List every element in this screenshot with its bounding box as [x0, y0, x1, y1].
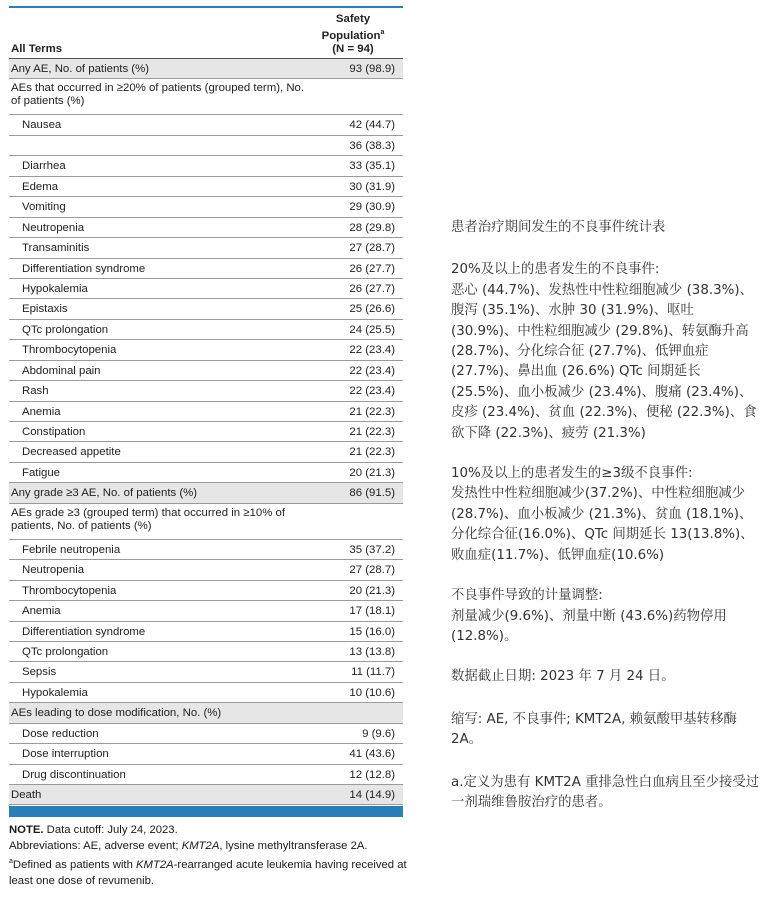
row-value: 22 (23.4) — [349, 385, 395, 398]
row-label: Drug discontinuation — [22, 768, 126, 781]
row-label: Anemia — [22, 605, 61, 618]
table-row — [9, 156, 403, 176]
row-value: 9 (9.6) — [362, 727, 395, 740]
row-label: QTc prolongation — [22, 645, 109, 658]
row-value: 86 (91.5) — [349, 487, 395, 500]
row-label: Neutropenia — [22, 564, 85, 577]
table-row — [9, 361, 403, 381]
table-row — [9, 601, 403, 621]
row-value: 27 (28.7) — [349, 564, 395, 577]
section1-heading: 20%及以上的患者发生的不良事件: — [451, 262, 660, 278]
table-row — [9, 442, 403, 462]
row-label: Rash — [22, 385, 49, 398]
header-safety-population — [305, 13, 401, 56]
row-value: 26 (27.7) — [349, 262, 395, 275]
row-value: 24 (25.5) — [349, 323, 395, 336]
row-label: Dose reduction — [22, 727, 99, 740]
row-label: Any AE, No. of patients (%) — [11, 63, 150, 75]
section1-body: 恶心 (44.7%)、发热性中性粒细胞减少 (38.3%)、腹泻 (35.1%)、水肿 30 (31.9%)、呕吐 (30.9%)、中性粒细胞减少 (29.8%)、转氨酶升高 (28.7%)、分化综合征 (27.7%)、低钾血症 (27.7%)、鼻出血 (26.6%) QTc 间期延长 (25.5%)、血小板减少 (23.4%)、腹痛 (23.4%)、皮疹 (23.4%)、贫血 (22.3%)、便秘 (22.3%)、食欲下降 (22.3%)、疲劳 (21.3%) — [451, 282, 757, 441]
note-abbreviations — [9, 838, 409, 854]
row-value: 22 (23.4) — [349, 344, 395, 357]
header-safety-line1: Safety — [335, 13, 371, 25]
translation-section-3 — [451, 586, 763, 647]
table-row — [9, 79, 403, 115]
row-label: Febrile neutropenia — [22, 543, 121, 556]
section3-heading: 不良事件导致的计量调整: — [451, 588, 603, 604]
table-row — [9, 463, 403, 483]
row-value: 42 (44.7) — [349, 119, 395, 132]
header-safety-line2 — [305, 26, 401, 43]
table-row — [9, 483, 403, 503]
table-row — [9, 218, 403, 238]
table-row — [9, 744, 403, 764]
row-value: 20 (21.3) — [349, 466, 395, 479]
note-text: Data cutoff: July 24, 2023. — [43, 824, 178, 836]
row-value: 14 (14.9) — [349, 789, 395, 801]
table-row — [9, 197, 403, 217]
table-header — [9, 8, 403, 59]
row-value: 36 (38.3) — [349, 139, 395, 152]
table-row — [9, 238, 403, 258]
table-row — [9, 299, 403, 319]
row-label: AEs that occurred in ≥20% of patients (grouped term), No. of patients (%) — [11, 82, 305, 108]
row-value: 35 (37.2) — [349, 543, 395, 556]
footnote-part2: -rearranged acute leukemia having received at least one dose of revumenib. — [9, 858, 407, 887]
note-cutoff — [9, 822, 409, 838]
table-row — [9, 540, 403, 560]
row-label: Diarrhea — [22, 160, 66, 173]
note-label: NOTE. — [9, 824, 44, 836]
table-row — [9, 259, 403, 279]
row-value: 28 (29.8) — [349, 221, 395, 234]
translation-section-1 — [451, 260, 763, 444]
table-row — [9, 115, 403, 135]
row-label: Constipation — [22, 426, 86, 438]
row-label: Hypokalemia — [22, 686, 88, 699]
row-label: Transaminitis — [22, 242, 90, 255]
table-row — [9, 177, 403, 197]
translation-section-2 — [451, 464, 763, 566]
table-row — [9, 765, 403, 785]
row-label: QTc prolongation — [22, 323, 109, 336]
table-row — [9, 504, 403, 540]
row-label: Thrombocytopenia — [22, 584, 117, 597]
table-row — [9, 785, 403, 805]
table-row — [9, 340, 403, 360]
table-row — [9, 279, 403, 299]
row-value: 26 (27.7) — [349, 282, 395, 295]
header-safety-population-label: Population — [321, 29, 381, 42]
section3-body: 剂量减少(9.6%)、剂量中断 (43.6%)药物停用(12.8%)。 — [451, 608, 727, 644]
table-row — [9, 560, 403, 580]
row-value: 21 (22.3) — [349, 426, 395, 438]
row-label: Epistaxis — [22, 303, 68, 316]
row-value: 11 (11.7) — [351, 666, 395, 679]
row-label: Death — [11, 789, 42, 801]
abbrev-part1: Abbreviations: AE, adverse event; — [9, 840, 182, 852]
footnote-part1: Defined as patients with — [12, 858, 136, 871]
abbrev-part2: , lysine methyltransferase 2A. — [219, 840, 368, 852]
table-row — [9, 422, 403, 442]
footnote-kmt2a: KMT2A — [136, 858, 174, 871]
footnote-sup: a — [9, 858, 13, 865]
row-label: Sepsis — [22, 666, 57, 679]
row-label: Differentiation syndrome — [22, 262, 146, 275]
translation-cutoff: 数据截止日期: 2023 年 7 月 24 日。 — [451, 669, 675, 685]
row-value: 10 (10.6) — [349, 686, 395, 699]
table-notes — [9, 822, 409, 889]
table-row — [9, 581, 403, 601]
header-safety-sup: a — [380, 29, 385, 36]
row-value: 30 (31.9) — [349, 180, 395, 193]
translation-title: 患者治疗期间发生的不良事件统计表 — [451, 220, 666, 235]
row-label: AEs grade ≥3 (grouped term) that occurred in ≥10% of patients, No. of patients (%) — [11, 506, 285, 532]
row-label: Thrombocytopenia — [22, 344, 117, 357]
table-row — [9, 320, 403, 340]
row-value: 13 (13.8) — [349, 645, 395, 658]
row-value: 15 (16.0) — [349, 625, 395, 638]
row-label: Fatigue — [22, 466, 60, 479]
row-label: Abdominal pain — [22, 364, 101, 377]
row-value: 33 (35.1) — [349, 160, 395, 173]
section2-body: 发热性中性粒细胞减少(37.2%)、中性粒细胞减少 (28.7%)、血小板减少 (21.3%)、贫血 (18.1%)、分化综合征(16.0%)、QTc 间期延长 13(13.8%)、败血症(11.7%)、低钾血症(10.6%) — [451, 486, 754, 563]
ae-table — [9, 6, 403, 817]
table-body — [9, 59, 403, 805]
table-row — [9, 662, 403, 682]
row-value: 27 (28.7) — [349, 242, 395, 255]
table-row — [9, 724, 403, 744]
header-safety-n: (N = 94) — [332, 42, 374, 55]
table-row — [9, 381, 403, 401]
row-label: Hypokalemia — [22, 282, 88, 295]
table-row — [9, 59, 403, 79]
row-label: Anemia — [22, 405, 61, 418]
table-row — [9, 642, 403, 662]
row-label: Decreased appetite — [22, 446, 121, 459]
translation-footnote: a.定义为患有 KMT2A 重排急性白血病且至少接受过一剂瑞维鲁胺治疗的患者。 — [451, 774, 760, 810]
table-row — [9, 136, 403, 156]
row-label: AEs leading to dose modification, No. (%) — [11, 707, 222, 720]
row-label: Vomiting — [22, 201, 66, 214]
row-value: 25 (26.6) — [349, 303, 395, 316]
row-value: 93 (98.9) — [349, 63, 395, 75]
table-bottom-rule — [9, 806, 403, 817]
table-row — [9, 402, 403, 422]
chinese-translation — [451, 218, 763, 835]
table-row — [9, 683, 403, 703]
section2-heading: 10%及以上的患者发生的≥3级不良事件: — [451, 466, 693, 482]
header-all-terms: All Terms — [11, 43, 63, 55]
abbrev-kmt2a: KMT2A — [181, 840, 220, 852]
row-label: Dose interruption — [22, 748, 109, 761]
row-label: Differentiation syndrome — [22, 625, 146, 638]
row-value: 21 (22.3) — [349, 405, 395, 418]
translation-abbrev: 缩写: AE, 不良事件; KMT2A, 赖氨酸甲基转移酶 2A。 — [451, 711, 737, 748]
row-value: 17 (18.1) — [349, 605, 395, 618]
row-value: 21 (22.3) — [349, 446, 395, 459]
row-label: Nausea — [22, 119, 62, 132]
row-label: Any grade ≥3 AE, No. of patients (%) — [11, 487, 198, 500]
table-row — [9, 622, 403, 642]
row-value: 22 (23.4) — [349, 364, 395, 377]
row-value: 12 (12.8) — [349, 768, 395, 781]
row-label: Edema — [22, 180, 59, 193]
row-value: 20 (21.3) — [349, 584, 395, 597]
table-row — [9, 703, 403, 723]
row-label: Neutropenia — [22, 221, 85, 234]
note-footnote — [9, 854, 409, 889]
row-value: 29 (30.9) — [349, 201, 395, 214]
row-value: 41 (43.6) — [349, 748, 395, 761]
